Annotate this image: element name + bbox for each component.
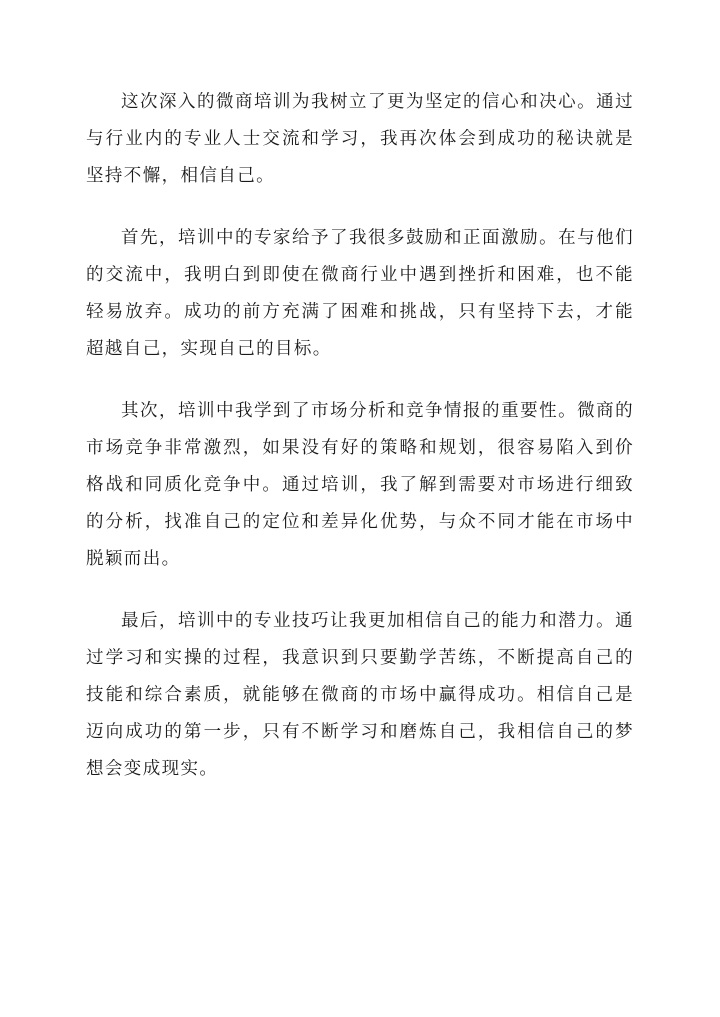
paragraph-second: 其次，培训中我学到了市场分析和竞争情报的重要性。微商的市场竞争非常激烈，如果没有好的策略和规划，很容易陷入到价格战和同质化竞争中。通过培训，我了解到需要对市场进行细致的分析，找准自己的定位和差异化优势，与众不同才能在市场中脱颖而出。	[86, 401, 634, 569]
document-body	[86, 84, 634, 813]
paragraph-last: 最后，培训中的专业技巧让我更加相信自己的能力和潜力。通过学习和实操的过程，我意识到只要勤学苦练，不断提高自己的技能和综合素质，就能够在微商的市场中赢得成功。相信自己是迈向成功的第一步，只有不断学习和磨炼自己，我相信自己的梦想会变成现实。	[86, 611, 634, 779]
paragraph-first: 首先，培训中的专家给予了我很多鼓励和正面激励。在与他们的交流中，我明白到即使在微商行业中遇到挫折和困难，也不能轻易放弃。成功的前方充满了困难和挑战，只有坚持下去，才能超越自己，实现自己的目标。	[86, 228, 634, 359]
paragraph-intro: 这次深入的微商培训为我树立了更为坚定的信心和决心。通过与行业内的专业人士交流和学习，我再次体会到成功的秘诀就是坚持不懈，相信自己。	[86, 92, 634, 186]
